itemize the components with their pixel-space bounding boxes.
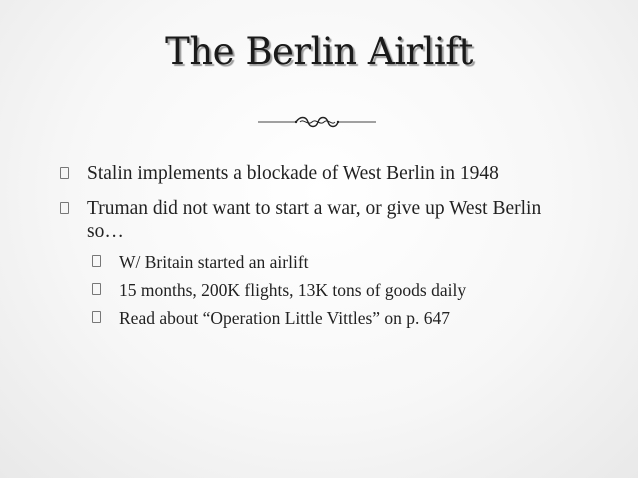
slide-title: The Berlin Airlift	[165, 30, 473, 73]
square-bullet-icon	[92, 311, 101, 323]
sub-bullet-text: Read about “Operation Little Vittles” on p. 647	[119, 308, 451, 328]
sub-bullet-item	[60, 279, 580, 301]
bullet-item	[60, 197, 580, 243]
sub-bullet-item	[60, 251, 580, 273]
square-bullet-icon	[60, 167, 69, 179]
ornamental-divider-icon	[258, 112, 376, 132]
sub-bullet-item	[60, 307, 580, 329]
bullet-item	[60, 162, 580, 185]
bullet-group	[60, 197, 580, 329]
bullet-text: Stalin implements a blockade of West Berlin in 1948	[87, 163, 499, 184]
bullet-text: Truman did not want to start a war, or give up West Berlin so…	[87, 198, 542, 242]
sub-bullet-text: 15 months, 200K flights, 13K tons of goods daily	[119, 280, 467, 300]
square-bullet-icon	[92, 255, 101, 267]
square-bullet-icon	[92, 283, 101, 295]
sub-bullet-text: W/ Britain started an airlift	[119, 252, 309, 272]
bullet-list	[60, 162, 580, 337]
square-bullet-icon	[60, 202, 69, 214]
